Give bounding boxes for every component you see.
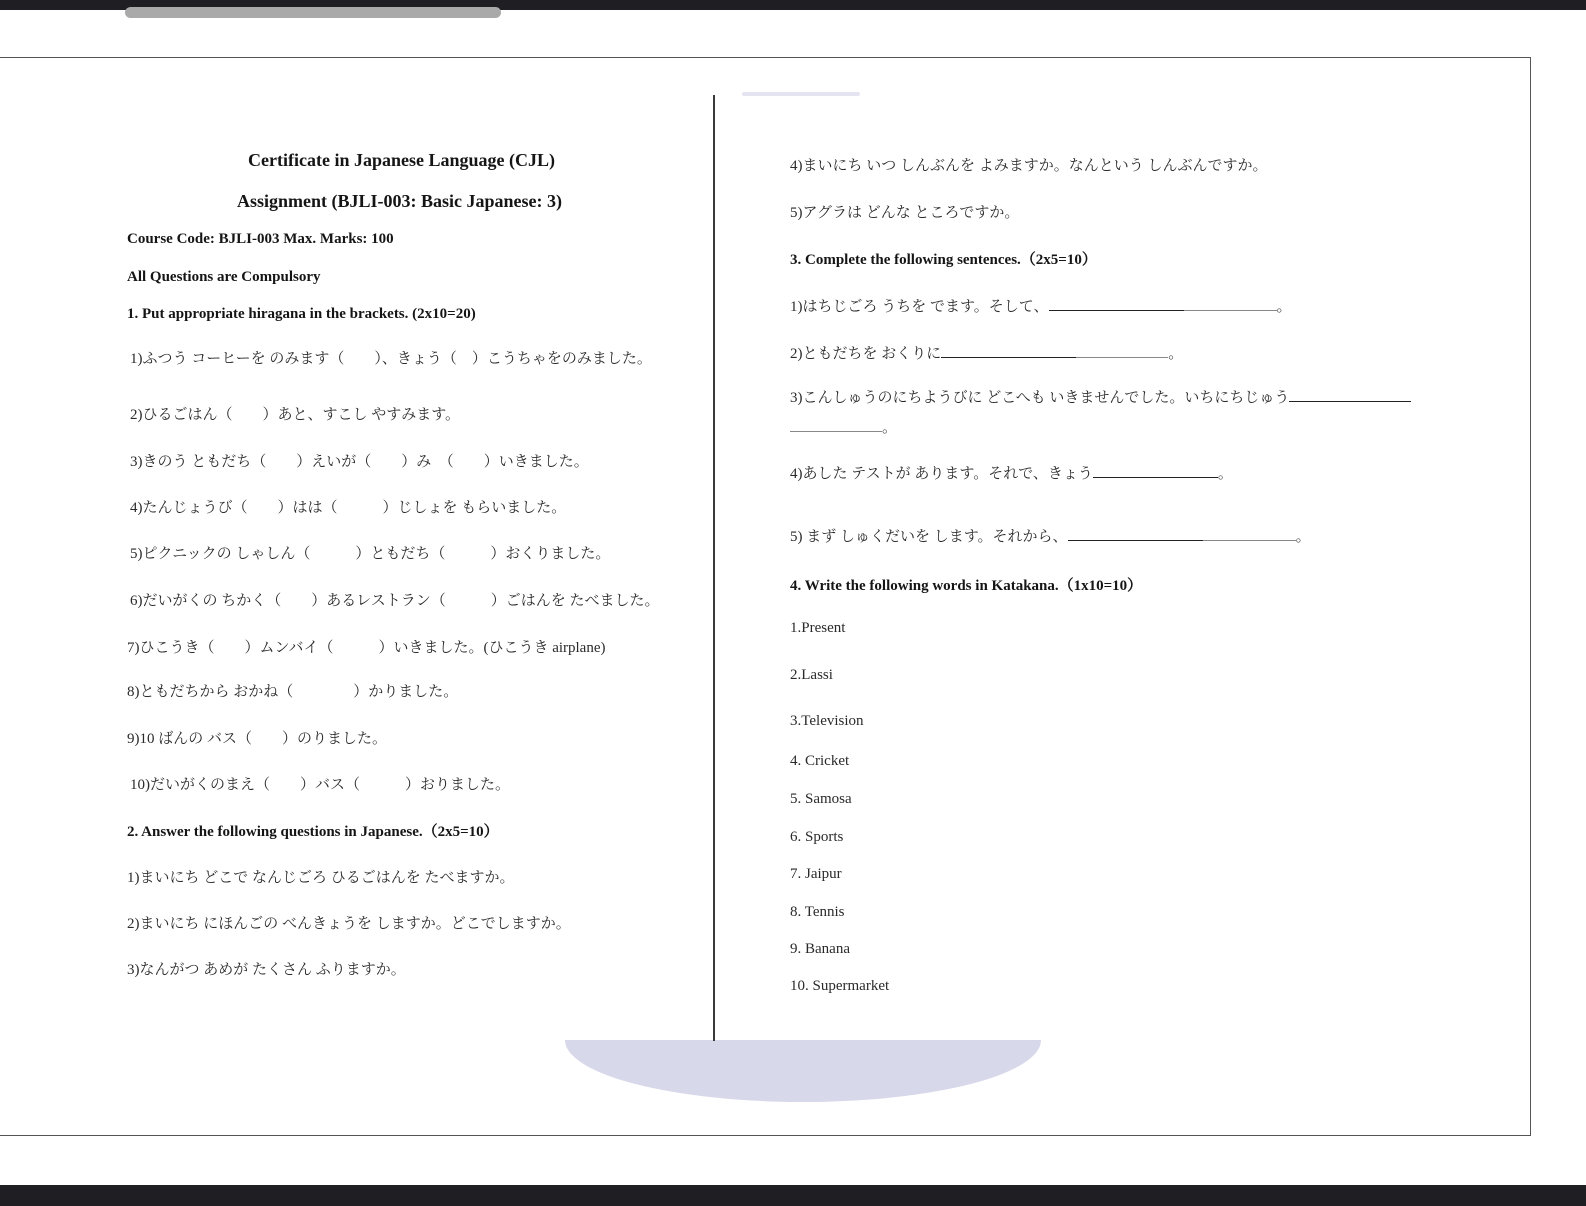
q3-item-continuation bbox=[790, 416, 897, 437]
q4-item: 4. Cricket bbox=[790, 753, 850, 769]
q1-item: 10)だいがくのまえ（ ）バス（ ）おりました。 bbox=[130, 777, 510, 793]
q4-item: 6. Sports bbox=[790, 829, 844, 845]
q1-item: 9)10 ばんの バス（ ）のりました。 bbox=[127, 731, 387, 747]
q3-item-text: 2)ともだちを おくりに bbox=[790, 346, 942, 362]
q3-item-text: 1)はちじごろ うちを でます。そして、 bbox=[790, 299, 1049, 315]
q3-heading: 3. Complete the following sentences.（2x5=10） bbox=[790, 252, 1097, 268]
q3-item-end: 。 bbox=[1276, 299, 1292, 315]
q4-item: 5. Samosa bbox=[790, 791, 852, 807]
q3-item-end: 。 bbox=[1217, 466, 1233, 482]
answer-blank bbox=[1049, 295, 1184, 311]
q1-item: 1)ふつう コーヒーを のみます（ ）、きょう（ ）こうちゃをのみました。 bbox=[130, 351, 652, 367]
q3-item-text: 3)こんしゅうのにちようびに どこへも いきませんでした。いちにちじゅう bbox=[790, 390, 1290, 406]
q3-item bbox=[790, 295, 1292, 316]
answer-blank bbox=[1076, 342, 1168, 358]
q1-item: 7)ひこうき（ ）ムンバイ（ ）いきました。(ひこうき airplane) bbox=[127, 640, 606, 656]
q2-item: 3)なんがつ あめが たくさん ふりますか。 bbox=[127, 962, 406, 978]
q4-heading: 4. Write the following words in Katakana.（1x10=10） bbox=[790, 578, 1143, 594]
q1-item: 4)たんじょうび（ ）はは（ ）じしょを もらいました。 bbox=[130, 500, 567, 516]
answer-blank bbox=[1184, 295, 1277, 311]
q3-item bbox=[790, 525, 1311, 546]
q3-item-end: 。 bbox=[882, 420, 898, 436]
q2-item: 4)まいにち いつ しんぶんを よみますか。なんという しんぶんですか。 bbox=[790, 158, 1268, 174]
answer-blank bbox=[941, 342, 1076, 358]
q3-item bbox=[790, 462, 1233, 483]
q4-item: 9. Banana bbox=[790, 941, 850, 957]
q3-item-text: 5) まず しゅくだいを します。それから、 bbox=[790, 529, 1068, 545]
answer-blank bbox=[1068, 525, 1203, 541]
q1-item: 5)ピクニックの しゃしん（ ）ともだち（ ）おくりました。 bbox=[130, 546, 611, 562]
q2-item: 5)アグラは どんな ところですか。 bbox=[790, 205, 1020, 221]
horizontal-scrollbar-thumb[interactable] bbox=[125, 7, 501, 18]
answer-blank bbox=[790, 416, 882, 432]
q4-item: 7. Jaipur bbox=[790, 866, 842, 882]
assignment-title: Assignment (BJLI-003: Basic Japanese: 3) bbox=[237, 191, 563, 211]
q4-item: 8. Tennis bbox=[790, 904, 845, 920]
document-title: Certificate in Japanese Language (CJL) bbox=[248, 150, 555, 170]
q1-item: 2)ひるごはん（ ）あと、すこし やすみます。 bbox=[130, 407, 461, 423]
q2-heading: 2. Answer the following questions in Japanese.（2x5=10） bbox=[127, 824, 499, 840]
q2-item: 2)まいにち にほんごの べんきょうを しますか。どこでしますか。 bbox=[127, 916, 571, 932]
column-divider bbox=[713, 95, 715, 1041]
q4-item: 1.Present bbox=[790, 620, 846, 636]
answer-blank bbox=[1093, 462, 1218, 478]
q3-item-end: 。 bbox=[1168, 346, 1184, 362]
course-code: Course Code: BJLI-003 Max. Marks: 100 bbox=[127, 231, 394, 247]
q3-item-end: 。 bbox=[1295, 529, 1311, 545]
q3-item bbox=[790, 342, 1183, 363]
q3-item bbox=[790, 386, 1411, 407]
q4-item: 2.Lassi bbox=[790, 667, 833, 683]
q2-item: 1)まいにち どこで なんじごろ ひるごはんを たべますか。 bbox=[127, 870, 515, 886]
q4-item: 10. Supermarket bbox=[790, 978, 890, 994]
q1-item: 3)きのう ともだち（ ）えいが（ ）み （ ）いきました。 bbox=[130, 454, 589, 470]
answer-blank bbox=[1289, 386, 1411, 402]
viewer-bottom-bar bbox=[0, 1185, 1586, 1206]
q1-heading: 1. Put appropriate hiragana in the brackets. (2x10=20) bbox=[127, 306, 476, 322]
watermark-top-shape bbox=[742, 92, 860, 96]
q1-item: 6)だいがくの ちかく（ ）あるレストラン（ ）ごはんを たべました。 bbox=[130, 593, 660, 609]
compulsory-note: All Questions are Compulsory bbox=[127, 269, 321, 285]
q4-item: 3.Television bbox=[790, 713, 864, 729]
q3-item-text: 4)あした テストが あります。それで、きょう bbox=[790, 466, 1093, 482]
q1-item: 8)ともだちから おかね（ ）かりました。 bbox=[127, 684, 459, 700]
answer-blank bbox=[1203, 525, 1296, 541]
